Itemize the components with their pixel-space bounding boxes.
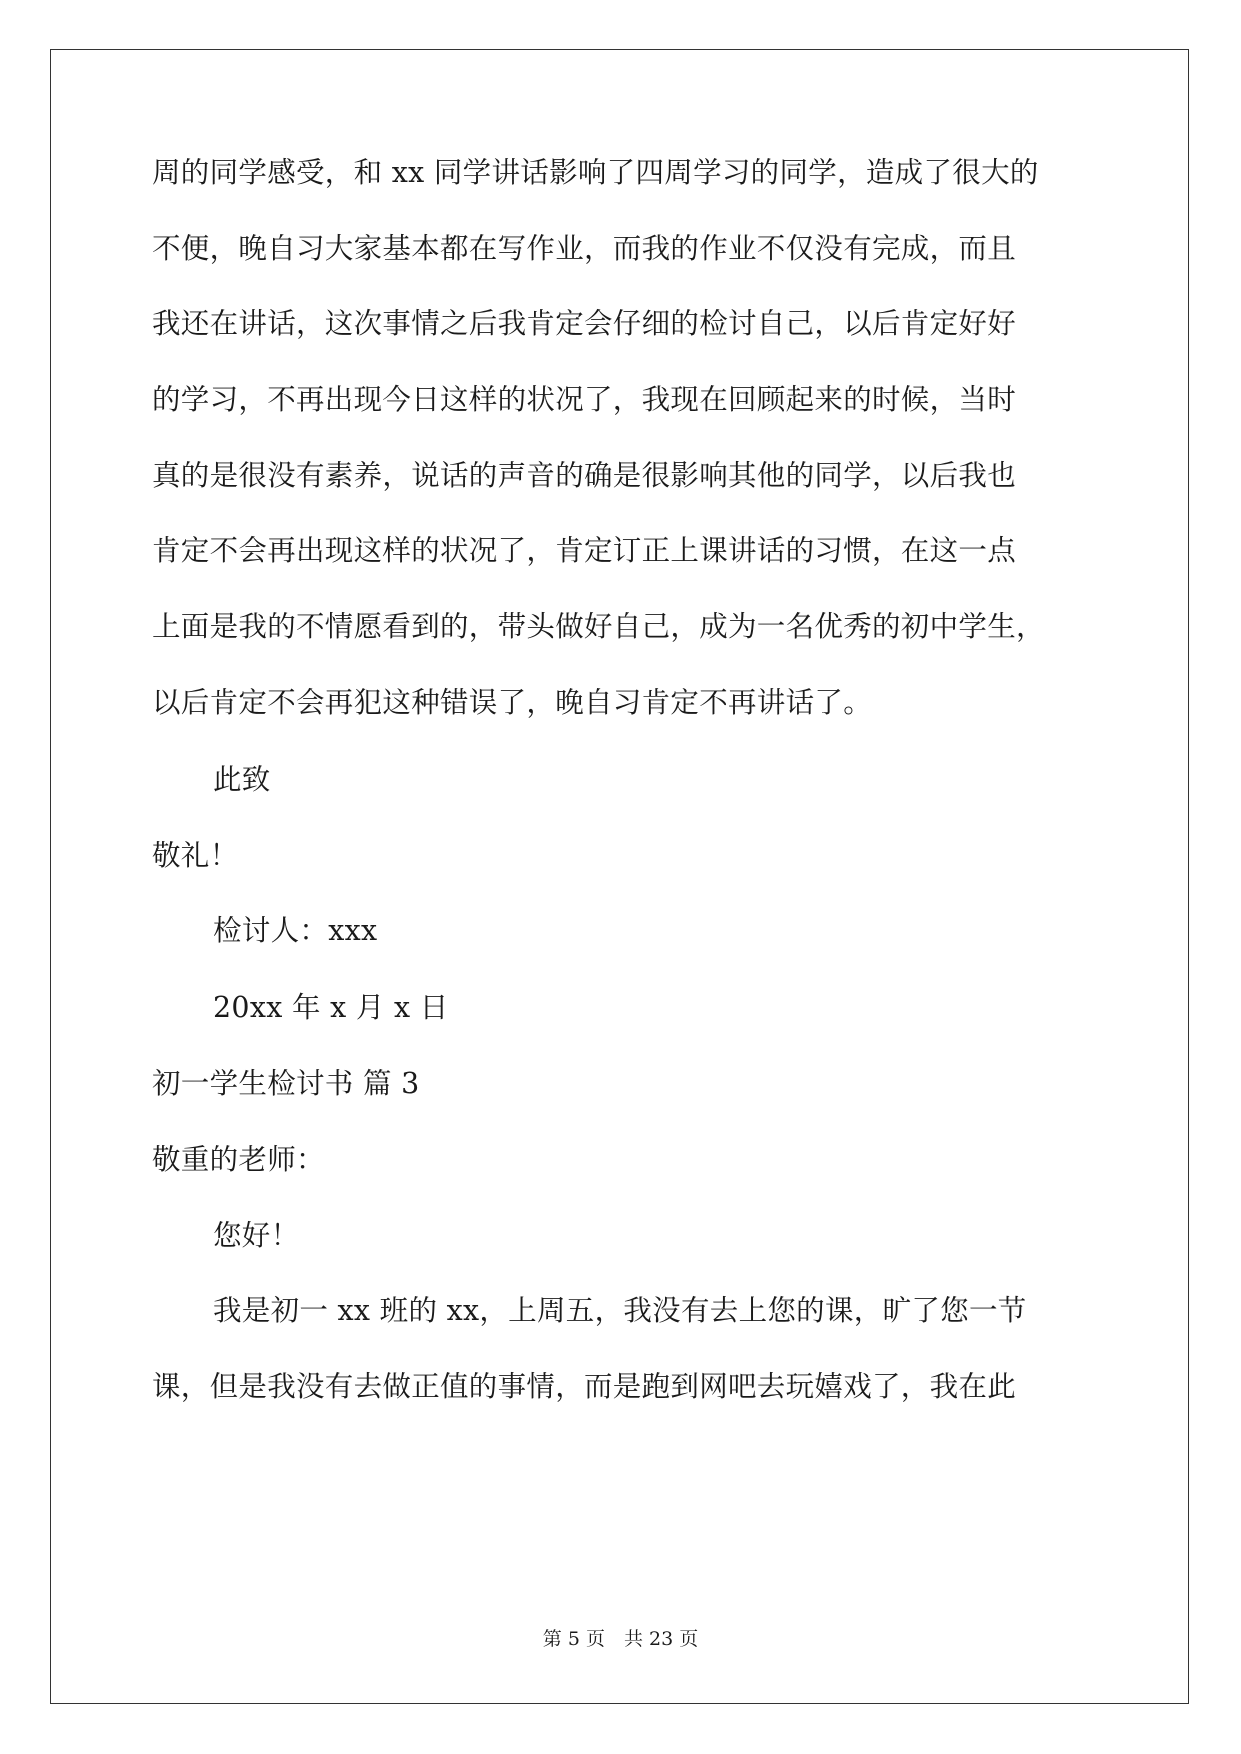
paragraph-line: 课，但是我没有去做正值的事情，而是跑到网吧去玩嬉戏了，我在此 bbox=[152, 1370, 1017, 1403]
paragraph-line: 周的同学感受，和 xx 同学讲话影响了四周学习的同学，造成了很大的 bbox=[152, 156, 1039, 189]
paragraph-line: 不便，晚自习大家基本都在写作业，而我的作业不仅没有完成，而且 bbox=[152, 232, 1017, 265]
signature-line: 检讨人：xxx bbox=[213, 914, 378, 947]
page-number-footer: 第 5 页 共 23 页 bbox=[542, 1628, 699, 1650]
letter-salutation: 敬重的老师： bbox=[152, 1143, 325, 1176]
paragraph-line: 我还在讲话，这次事情之后我肯定会仔细的检讨自己，以后肯定好好 bbox=[152, 307, 1017, 340]
paragraph-line: 以后肯定不会再犯这种错误了，晚自习肯定不再讲话了。 bbox=[152, 686, 873, 719]
paragraph-line: 真的是很没有素养，说话的声音的确是很影响其他的同学，以后我也 bbox=[152, 459, 1017, 492]
paragraph-line: 肯定不会再出现这样的状况了，肯定订正上课讲话的习惯，在这一点 bbox=[152, 534, 1017, 567]
paragraph-line: 上面是我的不情愿看到的，带头做好自己，成为一名优秀的初中学生， bbox=[152, 610, 1045, 643]
greeting-line: 您好！ bbox=[213, 1219, 300, 1252]
closing-salutation: 此致 bbox=[213, 763, 271, 796]
paragraph-line: 我是初一 xx 班的 xx，上周五，我没有去上您的课，旷了您一节 bbox=[213, 1294, 1027, 1327]
page-border bbox=[50, 49, 1189, 1704]
closing-regards: 敬礼！ bbox=[152, 839, 239, 872]
paragraph-line: 的学习，不再出现今日这样的状况了，我现在回顾起来的时候，当时 bbox=[152, 383, 1017, 416]
date-line: 20xx 年 x 月 x 日 bbox=[213, 991, 449, 1024]
section-heading: 初一学生检讨书 篇 3 bbox=[152, 1067, 420, 1100]
